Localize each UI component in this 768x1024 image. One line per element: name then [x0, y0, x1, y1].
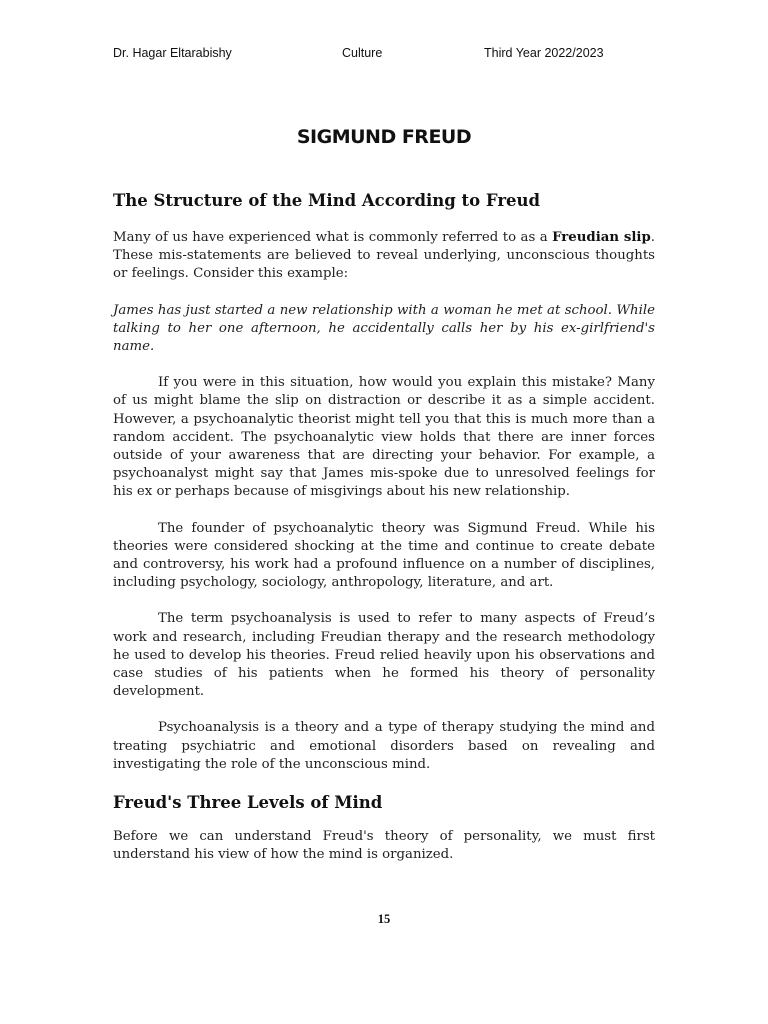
document-body	[113, 190, 655, 864]
intro-paragraph	[113, 229, 655, 284]
freudian-slip-term: Freudian slip	[552, 230, 651, 245]
page-title: SIGMUND FREUD	[296, 126, 472, 148]
intro-text-start: Many of us have experienced what is commonly referred to as a	[113, 230, 553, 245]
section-heading-levels: Freud's Three Levels of Mind	[113, 793, 383, 813]
body-paragraph-levels: Before we can understand Freud's theory of personality, we must first understand his view of how the mind is organized.	[113, 829, 655, 863]
header-author: Dr. Hagar Eltarabishy	[113, 46, 232, 60]
section-heading-structure: The Structure of the Mind According to Freud	[113, 191, 541, 210]
example-paragraph: James has just started a new relationship with a woman he met at school. While talking to her one afternoon, he accidentally calls her by his ex-girlfriend's name.	[113, 302, 655, 355]
page-number: 15	[377, 912, 391, 926]
body-paragraph-term: The term psychoanalysis is used to refer to many aspects of Freud’s work and research, including Freudian therapy and the research methodology he used to develop his theories. Freud relied heavily upon his observations and case studies of his patients when he formed his theory of personality development.	[113, 611, 655, 700]
running-header	[113, 46, 655, 66]
body-paragraph-definition: Psychoanalysis is a theory and a type of therapy studying the mind and treating psychiatric and emotional disorders based on revealing and investigating the role of the unconscious mind.	[113, 720, 655, 772]
body-paragraph-situation: If you were in this situation, how would you explain this mistake? Many of us might blame the slip on distraction or describe it as a simple accident. However, a psychoanalytic theorist might tell you that this is much more than a random accident. The psychoanalytic view holds that there are inner forces outside of your awareness that are directing your behavior. For example, a psychoanalyst might say that James mis-spoke due to unresolved feelings for his ex or perhaps because of misgivings about his new relationship.	[113, 375, 655, 500]
header-year: Third Year 2022/2023	[484, 46, 604, 60]
body-paragraph-founder: The founder of psychoanalytic theory was Sigmund Freud. While his theories were considered shocking at the time and continue to create debate and controversy, his work had a profound influence on a number of disciplines, including psychology, sociology, anthropology, literature, and art.	[113, 520, 655, 591]
header-course: Culture	[342, 46, 383, 60]
intro-text-end: . These mis-statements are believed to reveal underlying, unconscious thoughts or feelings. Consider this example:	[113, 230, 655, 282]
